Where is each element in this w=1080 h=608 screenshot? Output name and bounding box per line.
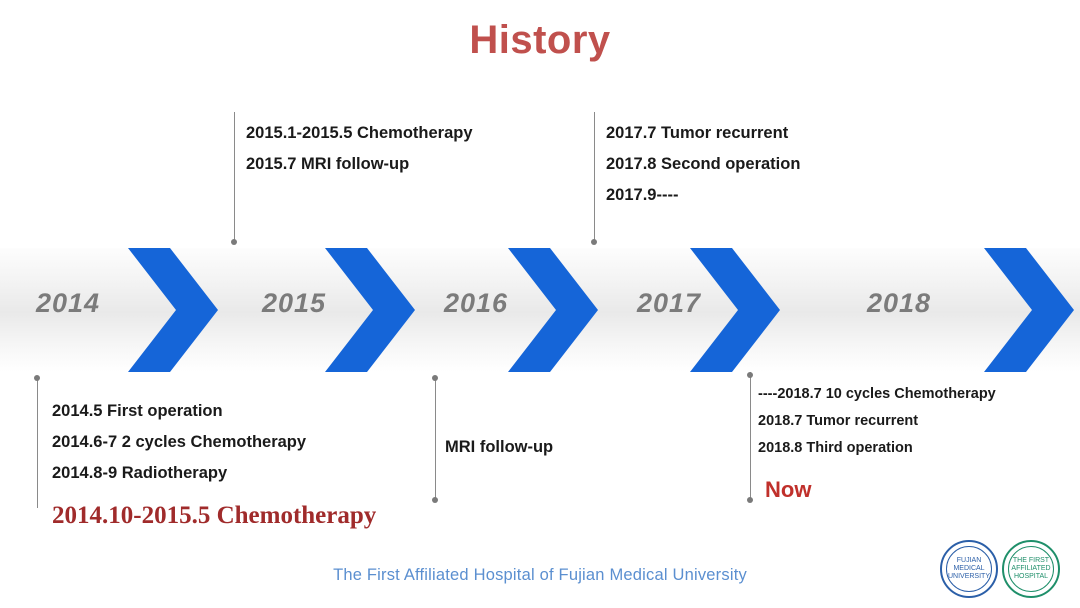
connector-line-2014-bottom: [37, 378, 38, 508]
connector-dot-2017-top: [591, 239, 597, 245]
callout-line: 2015.1-2015.5 Chemotherapy: [246, 124, 473, 142]
callout-2016-bottom: [445, 432, 553, 463]
connector-dot-2014-bottom: [34, 375, 40, 381]
callout-line: 2017.7 Tumor recurrent: [606, 124, 789, 142]
now-marker-label: Now: [765, 477, 812, 502]
callout-line: 2018.8 Third operation: [758, 440, 913, 456]
chevron-arrow-icon: [325, 248, 421, 372]
connector-dot-2015-top: [231, 239, 237, 245]
footer-institution-name: The First Affiliated Hospital of Fujian Medical University: [333, 566, 747, 584]
footer-logos: [940, 540, 1064, 596]
hospital-logo: [1002, 540, 1060, 598]
connector-line-2018-bottom: [750, 372, 751, 500]
callout-2014-highlight: 2014.10-2015.5 Chemotherapy: [52, 502, 377, 529]
callout-line: 2014.6-7 2 cycles Chemotherapy: [52, 433, 307, 451]
chevron-arrow-icon: [128, 248, 224, 372]
callout-line: 2014.5 First operation: [52, 402, 223, 420]
hospital-logo-text: THE FIRST AFFILIATED HOSPITAL: [1008, 546, 1054, 592]
connector-dot-2018-bottom: [747, 497, 753, 503]
timeline-year-2014: 2014: [36, 288, 101, 318]
callout-2017-top: [606, 118, 800, 211]
connector-line-2016-bottom: [435, 378, 436, 500]
callout-line: 2015.7 MRI follow-up: [246, 155, 410, 173]
callout-2018-bottom: [758, 381, 996, 462]
timeline-year-2017: 2017: [637, 288, 702, 318]
connector-dot-2016-bottom-top: [432, 375, 438, 381]
university-logo-text: FUJIAN MEDICAL UNIVERSITY: [946, 546, 992, 592]
connector-dot-2018-bottom-top: [747, 372, 753, 378]
callout-line: 2017.8 Second operation: [606, 155, 801, 173]
university-logo: [940, 540, 998, 598]
chevron-arrow-icon: [508, 248, 604, 372]
callout-line: ----2018.7 10 cycles Chemotherapy: [758, 386, 996, 402]
callout-line: 2017.9----: [606, 186, 679, 204]
chevron-arrow-icon: [984, 248, 1080, 372]
callout-2014-bottom: [52, 396, 306, 489]
callout-line: 2014.8-9 Radiotherapy: [52, 464, 228, 482]
callout-line: MRI follow-up: [445, 438, 554, 456]
callout-line: 2018.7 Tumor recurrent: [758, 413, 919, 429]
connector-line-2015-top: [234, 112, 235, 242]
page-title: History: [469, 18, 611, 62]
timeline-year-2018: 2018: [867, 288, 932, 318]
timeline-band: [0, 248, 1080, 372]
callout-2015-top: [246, 118, 473, 180]
timeline-year-2015: 2015: [262, 288, 327, 318]
connector-line-2017-top: [594, 112, 595, 242]
connector-dot-2016-bottom: [432, 497, 438, 503]
timeline-year-2016: 2016: [444, 288, 509, 318]
chevron-arrow-icon: [690, 248, 786, 372]
